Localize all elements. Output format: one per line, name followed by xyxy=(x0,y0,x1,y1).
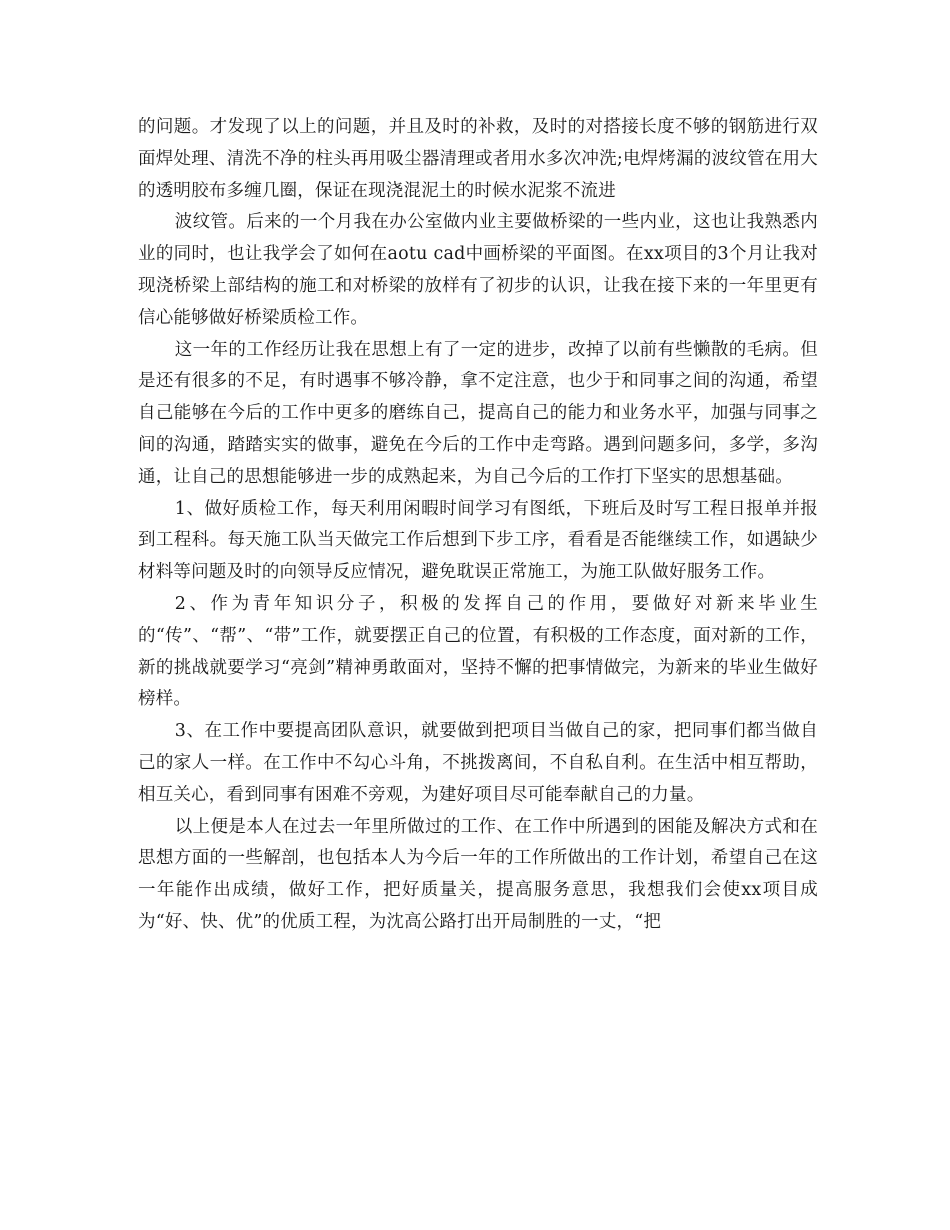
paragraph-continuation: 的问题。才发现了以上的问题，并且及时的补救，及时的对搭接长度不够的钢筋进行双面焊处理、清洗不净的柱头再用吸尘器清理或者用水多次冲洗;电焊烤漏的波纹管在用大的透明胶布多缠几圈，保证在现浇混泥土的时候水泥浆不流进 xyxy=(138,117,818,201)
document-body xyxy=(138,112,818,939)
paragraph-plan-item-1: 1、做好质检工作，每天利用闲暇时间学习有图纸，下班后及时写工程日报单并报到工程科。每天施工队当天做完工作后想到下步工序，看看是否能继续工作，如遇缺少材料等问题及时的向领导反应情况，避免耽误正常施工，为施工队做好服务工作。 xyxy=(138,498,818,583)
paragraph-internal-work: 波纹管。后来的一个月我在办公室做内业主要做桥梁的一些内业，这也让我熟悉内业的同时，也让我学会了如何在aotu cad中画桥梁的平面图。在xx项目的3个月让我对现浇桥梁上部结构的施工和对桥梁的放样有了初步的认识，让我在接下来的一年里更有信心能够做好桥梁质检工作。 xyxy=(138,212,818,328)
paragraph-reflection: 这一年的工作经历让我在思想上有了一定的进步，改掉了以前有些懒散的毛病。但是还有很多的不足，有时遇事不够冷静，拿不定注意，也少于和同事之间的沟通，希望自己能够在今后的工作中更多的磨练自己，提高自己的能力和业务水平，加强与同事之间的沟通，踏踏实实的做事，避免在今后的工作中走弯路。遇到问题多问，多学，多沟通，让自己的思想能够进一步的成熟起来，为自己今后的工作打下坚实的思想基础。 xyxy=(138,339,818,487)
paragraph-plan-item-3: 3、在工作中要提高团队意识，就要做到把项目当做自己的家，把同事们都当做自己的家人一样。在工作中不勾心斗角，不挑拨离间，不自私自利。在生活中相互帮助，相互关心，看到同事有困难不旁观，为建好项目尽可能奉献自己的力量。 xyxy=(138,721,818,805)
paragraph-summary: 以上便是本人在过去一年里所做过的工作、在工作中所遇到的困能及解决方式和在思想方面的一些解剖，也包括本人为今后一年的工作所做出的工作计划，希望自己在这一年能作出成绩，做好工作，把好质量关，提高服务意思，我想我们会使xx项目成为“好、快、优”的优质工程，为沈高公路打出开局制胜的一丈，“把 xyxy=(138,816,818,932)
paragraph-plan-item-2: 2、作为青年知识分子，积极的发挥自己的作用，要做好对新来毕业生的“传”、“帮”、“带”工作，就要摆正自己的位置，有积极的工作态度，面对新的工作，新的挑战就要学习“亮剑”精神勇敢面对，坚持不懈的把事情做完，为新来的毕业生做好榜样。 xyxy=(138,593,818,710)
